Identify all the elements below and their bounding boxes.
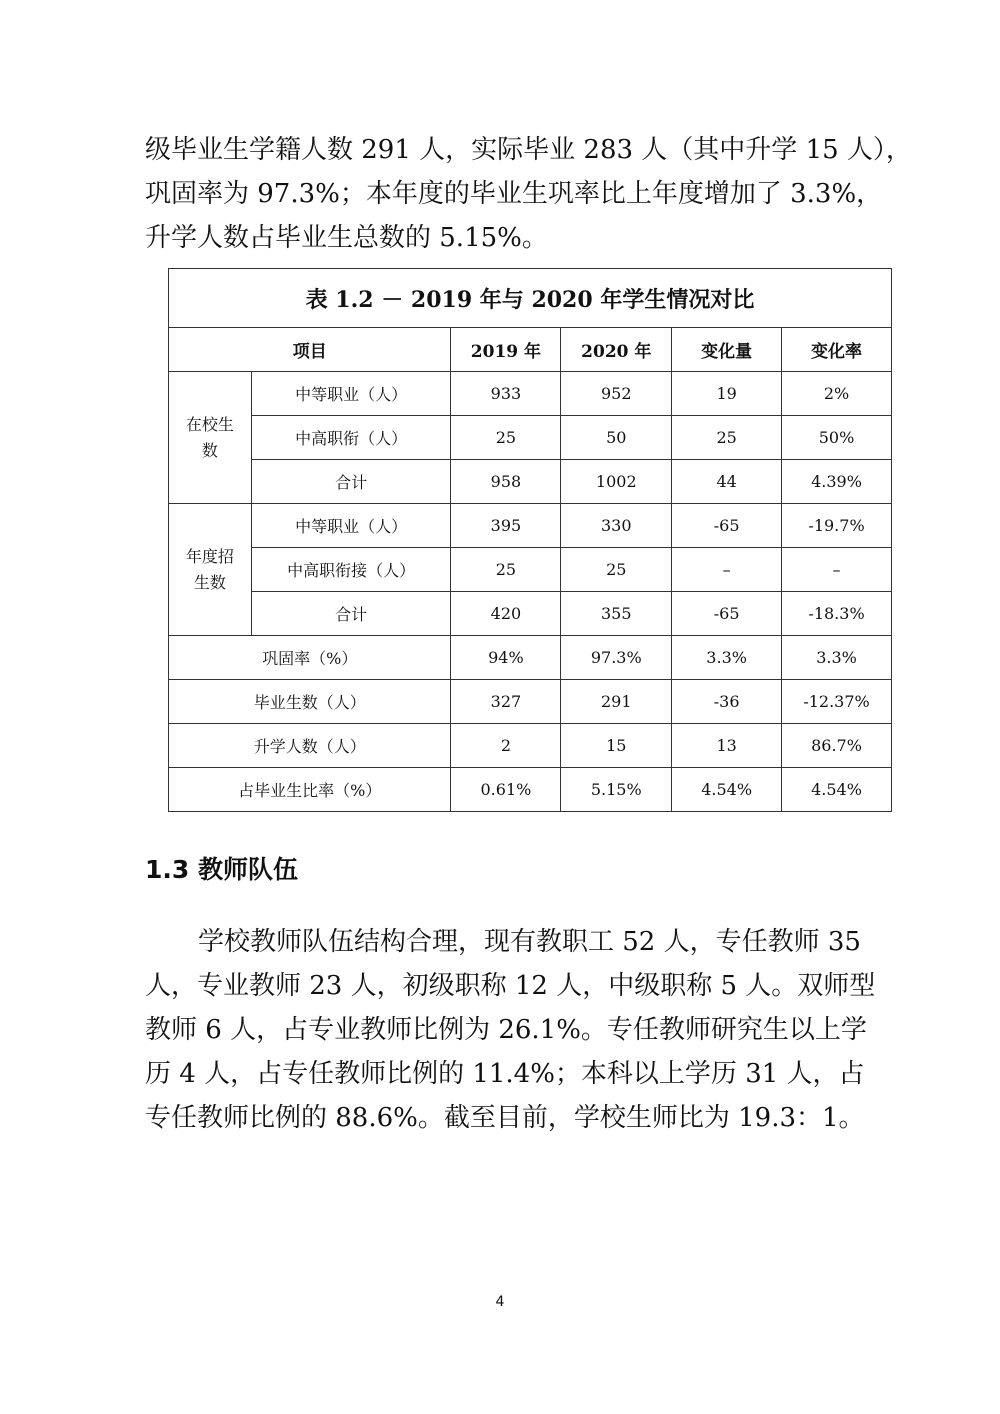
row-item-cell: 合计 — [251, 460, 451, 504]
rate-cell: 50% — [782, 416, 892, 460]
table-row — [169, 680, 892, 724]
column-header-2020: 2020 年 — [561, 328, 672, 372]
value-2020-cell: 291 — [561, 680, 672, 724]
page-number: 4 — [495, 1294, 505, 1310]
change-cell: 13 — [672, 724, 782, 768]
intro-paragraph — [145, 128, 912, 260]
table-row — [169, 768, 892, 812]
column-header-change: 变化量 — [672, 328, 782, 372]
rate-cell: 3.3% — [782, 636, 892, 680]
teachers-paragraph — [145, 920, 876, 1140]
paragraph-line: 历 4 人，占专任教师比例的 11.4%；本科以上学历 31 人，占 — [145, 1059, 865, 1089]
value-2019-cell: 327 — [451, 680, 561, 724]
paragraph-line: 巩固率为 97.3%；本年度的毕业生巩率比上年度增加了 3.3%， — [145, 179, 883, 209]
value-2019-cell: 25 — [451, 548, 561, 592]
value-2020-cell: 25 — [561, 548, 672, 592]
change-cell: -65 — [672, 504, 782, 548]
value-2019-cell: 395 — [451, 504, 561, 548]
change-cell: 44 — [672, 460, 782, 504]
row-item-cell: 合计 — [251, 592, 451, 636]
student-comparison-table — [168, 268, 892, 812]
value-2020-cell: 97.3% — [561, 636, 672, 680]
change-cell: -36 — [672, 680, 782, 724]
value-2020-cell: 15 — [561, 724, 672, 768]
table-row — [169, 724, 892, 768]
table-row — [169, 372, 892, 416]
table-row — [169, 592, 892, 636]
rate-cell: -12.37% — [782, 680, 892, 724]
row-item-cell: 中等职业（人） — [251, 372, 451, 416]
table-row — [169, 416, 892, 460]
column-header-item: 项目 — [169, 328, 451, 372]
row-item-cell: 升学人数（人） — [169, 724, 451, 768]
value-2019-cell: 94% — [451, 636, 561, 680]
paragraph-line: 升学人数占毕业生总数的 5.15%。 — [145, 223, 548, 253]
change-cell: -65 — [672, 592, 782, 636]
change-cell: 19 — [672, 372, 782, 416]
rate-cell: 4.39% — [782, 460, 892, 504]
value-2020-cell: 5.15% — [561, 768, 672, 812]
group-label-enrolled — [169, 372, 252, 504]
group-label-line: 生数 — [193, 572, 226, 592]
paragraph-line: 级毕业生学籍人数 291 人，实际毕业 283 人（其中升学 15 人）， — [145, 135, 912, 165]
row-item-cell: 巩固率（%） — [169, 636, 451, 680]
value-2019-cell: 420 — [451, 592, 561, 636]
rate-cell: 86.7% — [782, 724, 892, 768]
row-item-cell: 毕业生数（人） — [169, 680, 451, 724]
table-row — [169, 504, 892, 548]
group-label-line: 在校生 — [185, 414, 234, 434]
value-2020-cell: 50 — [561, 416, 672, 460]
rate-cell: 2% — [782, 372, 892, 416]
table-header-row — [169, 328, 892, 372]
group-label-line: 数 — [201, 440, 218, 460]
value-2020-cell: 355 — [561, 592, 672, 636]
value-2019-cell: 958 — [451, 460, 561, 504]
change-cell: – — [672, 548, 782, 592]
column-header-rate: 变化率 — [782, 328, 892, 372]
table-caption: 表 1.2 － 2019 年与 2020 年学生情况对比 — [169, 269, 892, 328]
paragraph-line: 学校教师队伍结构合理，现有教职工 52 人，专任教师 35 — [198, 927, 861, 957]
row-item-cell: 中等职业（人） — [251, 504, 451, 548]
value-2019-cell: 0.61% — [451, 768, 561, 812]
paragraph-line: 教师 6 人，占专业教师比例为 26.1%。专任教师研究生以上学 — [145, 1015, 867, 1045]
group-label-admissions — [169, 504, 252, 636]
table-row — [169, 636, 892, 680]
row-item-cell: 中高职衔接（人） — [251, 548, 451, 592]
section-heading: 1.3 教师队伍 — [145, 855, 298, 884]
row-item-cell: 中高职衔（人） — [251, 416, 451, 460]
group-label-line: 年度招 — [185, 546, 234, 566]
rate-cell: -19.7% — [782, 504, 892, 548]
rate-cell: – — [782, 548, 892, 592]
value-2020-cell: 1002 — [561, 460, 672, 504]
change-cell: 4.54% — [672, 768, 782, 812]
value-2019-cell: 2 — [451, 724, 561, 768]
value-2019-cell: 25 — [451, 416, 561, 460]
table-caption-row — [169, 269, 892, 328]
value-2020-cell: 952 — [561, 372, 672, 416]
table-row — [169, 460, 892, 504]
paragraph-line: 专任教师比例的 88.6%。截至目前，学校生师比为 19.3：1。 — [145, 1103, 865, 1133]
rate-cell: 4.54% — [782, 768, 892, 812]
paragraph-line: 人，专业教师 23 人，初级职称 12 人，中级职称 5 人。双师型 — [145, 971, 876, 1001]
rate-cell: -18.3% — [782, 592, 892, 636]
value-2020-cell: 330 — [561, 504, 672, 548]
value-2019-cell: 933 — [451, 372, 561, 416]
change-cell: 3.3% — [672, 636, 782, 680]
table-row — [169, 548, 892, 592]
column-header-2019: 2019 年 — [451, 328, 561, 372]
change-cell: 25 — [672, 416, 782, 460]
row-item-cell: 占毕业生比率（%） — [169, 768, 451, 812]
